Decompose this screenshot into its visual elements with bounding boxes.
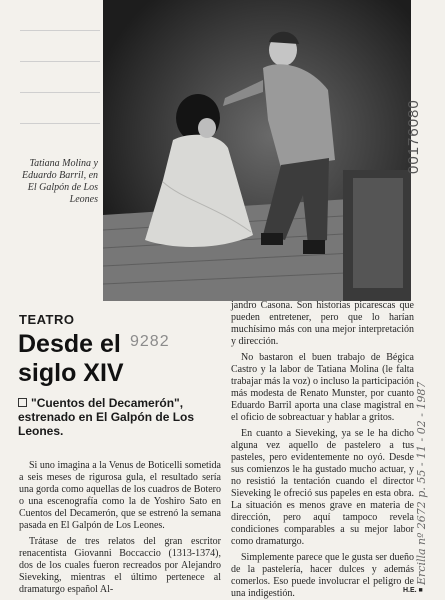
paragraph: En cuanto a Sieveking, ya se le ha dicho alguna vez aquello de pastelero a tus pasteles, pero evidentemente no oyó. Desde sus comienzos le ha gustado mucho actuar, y no resistió la tentación cuando el director Sieveking le ofreció sus papeles en esta obra. La situación es menos grave en materia de dirección, pero aquí tampoco revela condiciones comparables a su mejor labor como dramaturgo.	[231, 428, 414, 547]
handwritten-margin-note: Ercilla nº 2672 p. 55 - 11 - 02 - 1987	[415, 381, 428, 585]
headline: Desde el siglo XIV	[18, 330, 124, 387]
body-column-left	[19, 460, 221, 596]
paragraph: Simplemente parece que le gusta ser dueño de la pastelería, hacer dulces y además comerlos. Eso puede involucrar el peligro de una indigestión.	[231, 552, 414, 599]
square-bullet-icon	[18, 398, 27, 407]
production-photo	[103, 0, 411, 301]
photo-caption: Tatiana Molina y Eduardo Barril, en El Galpón de Los Leones	[22, 158, 99, 205]
section-label: TEATRO	[19, 312, 75, 327]
handwritten-number: 9282	[130, 333, 170, 350]
subheadline-text: "Cuentos del Decamerón", estrenado en El Galpón de Los Leones.	[18, 396, 195, 438]
subheadline	[18, 396, 226, 438]
author-initials: H.E. ■	[403, 587, 423, 594]
paragraph: No bastaron el buen trabajo de Bégica Castro y la labor de Tatiana Molina (le falta trabajar más la voz) o incluso la participación más modesta de Renato Munster, por cuanto Eduardo Barril aporta una clase magistral en el oficio de sobreactuar y hablar a gritos.	[231, 352, 414, 423]
paragraph-continued: jandro Casona. Son historias picarescas que pueden entretener, pero que lo harían muchísimo más con una mejor interpretación y dirección.	[231, 300, 414, 347]
archive-stamp: 00176080	[405, 99, 422, 174]
body-column-right	[231, 300, 414, 600]
column-rules	[20, 30, 100, 154]
paragraph: Trátase de tres relatos del gran escritor renacentista Giovanni Boccaccio (1313-1374), dos de los cuales fueron recreados por Alejandro Sieveking, mientras el último pertenece al dramaturgo español Al-	[19, 536, 221, 595]
paragraph: Si uno imagina a la Venus de Boticelli sometida a seis meses de rigurosa gula, el resultado sería una gorda como aquellas de los cuadros de Botero o una escenografía como la de Yoshiro Sato en Cuentos del Decamerón, que se estrenó la semana pasada en El Galpón de Los Leones.	[19, 460, 221, 531]
